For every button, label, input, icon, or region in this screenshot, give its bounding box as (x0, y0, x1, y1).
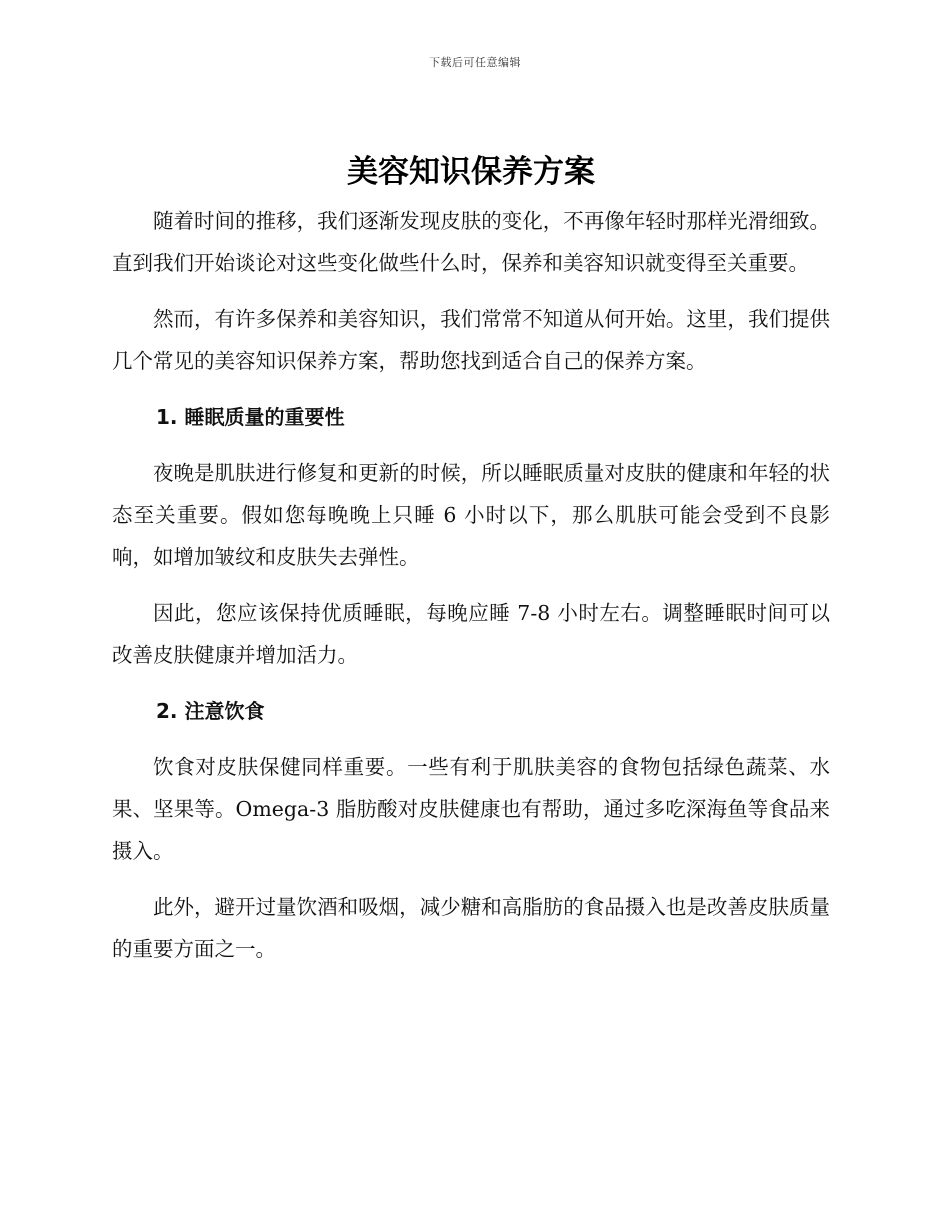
section-heading-sleep: 1. 睡眠质量的重要性 (156, 405, 345, 429)
document-title: 美容知识保养方案 (347, 154, 595, 190)
diet-paragraph-2: 此外，避开过量饮酒和吸烟，减少糖和高脂肪的食品摄入也是改善皮肤质量的重要方面之一。 (112, 895, 830, 961)
sleep-paragraph-2: 因此，您应该保持优质睡眠，每晚应睡 7-8 小时左右。调整睡眠时间可以改善皮肤健康并增加活力。 (112, 601, 830, 667)
section-heading-diet: 2. 注意饮食 (156, 699, 265, 723)
intro-paragraph-1: 随着时间的推移，我们逐渐发现皮肤的变化，不再像年轻时那样光滑细致。直到我们开始谈论对这些变化做些什么时，保养和美容知识就变得至关重要。 (112, 209, 830, 275)
header-note: 下载后可任意编辑 (429, 56, 521, 69)
document-body (112, 150, 830, 984)
diet-paragraph-1: 饮食对皮肤保健同样重要。一些有利于肌肤美容的食物包括绿色蔬菜、水果、坚果等。Omega-3 脂肪酸对皮肤健康也有帮助，通过多吃深海鱼等食品来摄入。 (112, 755, 830, 863)
intro-paragraph-2: 然而，有许多保养和美容知识，我们常常不知道从何开始。这里，我们提供几个常见的美容知识保养方案，帮助您找到适合自己的保养方案。 (112, 307, 830, 373)
sleep-paragraph-1: 夜晚是肌肤进行修复和更新的时候，所以睡眠质量对皮肤的健康和年轻的状态至关重要。假如您每晚晚上只睡 6 小时以下，那么肌肤可能会受到不良影响，如增加皱纹和皮肤失去弹性。 (112, 461, 830, 569)
